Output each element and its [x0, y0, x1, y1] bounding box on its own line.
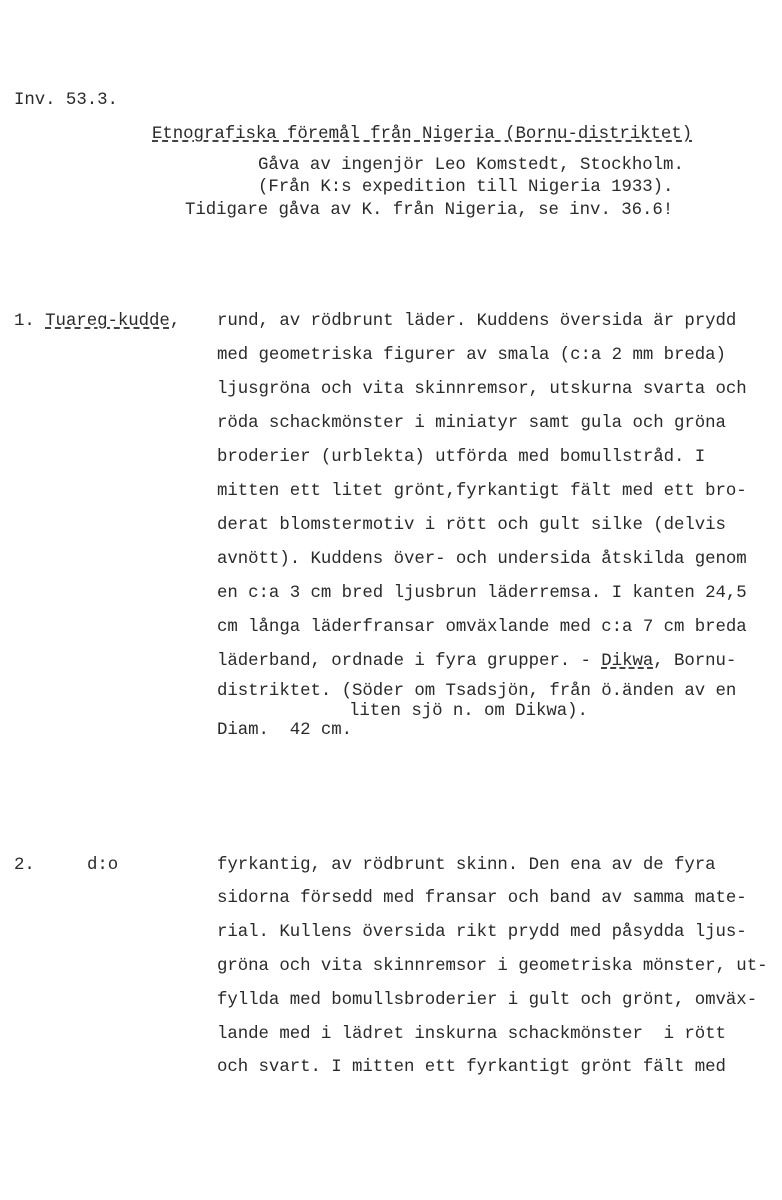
dimensions: Diam. 42 cm. — [217, 721, 353, 740]
district-line: distriktet. (Söder om Tsadsjön, från ö.änden av en — [217, 682, 737, 701]
description-line: röda schackmönster i miniatyr samt gula och gröna — [217, 414, 726, 433]
item-number — [14, 312, 180, 332]
description-line: fyrkantig, av rödbrunt skinn. Den ena av de fyra — [217, 856, 716, 875]
description-line: cm långa läderfransar omväxlande med c:a 7 cm breda — [217, 618, 747, 637]
description-line: lande med i lädret inskurna schackmönster i rött — [217, 1025, 726, 1044]
item-name: Tuareg-kudde — [45, 312, 170, 331]
description-line: derat blomstermotiv i rött och gult silke (delvis — [217, 516, 726, 535]
inserted-line: liten sjö n. om Dikwa). — [349, 702, 588, 721]
document-title: Etnografiska föremål från Nigeria (Bornu-distriktet) — [152, 125, 693, 144]
description-line: med geometriska figurer av smala (c:a 2 mm breda) — [217, 346, 726, 365]
item-number-text: 1. — [14, 312, 35, 331]
description-line: mitten ett litet grönt,fyrkantigt fält med ett bro- — [217, 482, 747, 501]
description-line: broderier (urblekta) utförda med bomullstråd. I — [217, 448, 706, 467]
locality-line — [217, 652, 736, 672]
item-number-text: 2. — [14, 856, 35, 875]
description-line: en c:a 3 cm bred ljusbrun läderremsa. I kanten 24,5 — [217, 584, 747, 603]
expedition-line: (Från K:s expedition till Nigeria 1933). — [258, 178, 674, 197]
description-line: och svart. I mitten ett fyrkantigt grönt fält med — [217, 1058, 726, 1077]
description-line: rund, av rödbrunt läder. Kuddens översida är prydd — [217, 312, 737, 331]
description-line: gröna och vita skinnremsor i geometriska mönster, ut- — [217, 957, 768, 976]
description-line: fyllda med bomullsbroderier i gult och grönt, omväx- — [217, 991, 758, 1010]
locality-prefix: läderband, ordnade i fyra grupper. - — [217, 652, 602, 671]
donor-line: Gåva av ingenjör Leo Komstedt, Stockholm. — [258, 156, 684, 175]
locality-name: Dikwa — [601, 652, 654, 671]
locality-suffix: , Bornu- — [653, 652, 737, 671]
description-line: ljusgröna och vita skinnremsor, utskurna svarta och — [217, 380, 747, 399]
previous-gift-line: Tidigare gåva av K. från Nigeria, se inv. 36.6! — [185, 201, 674, 220]
description-line: rial. Kullens översida rikt prydd med påsydda ljus- — [217, 923, 747, 942]
description-line: avnött). Kuddens över- och undersida åtskilda genom — [217, 550, 747, 569]
item-name: d:o — [87, 856, 119, 875]
inventory-number: Inv. 53.3. — [14, 91, 118, 110]
description-line: sidorna försedd med fransar och band av samma mate- — [217, 889, 747, 908]
item-name-suffix: , — [169, 312, 181, 331]
